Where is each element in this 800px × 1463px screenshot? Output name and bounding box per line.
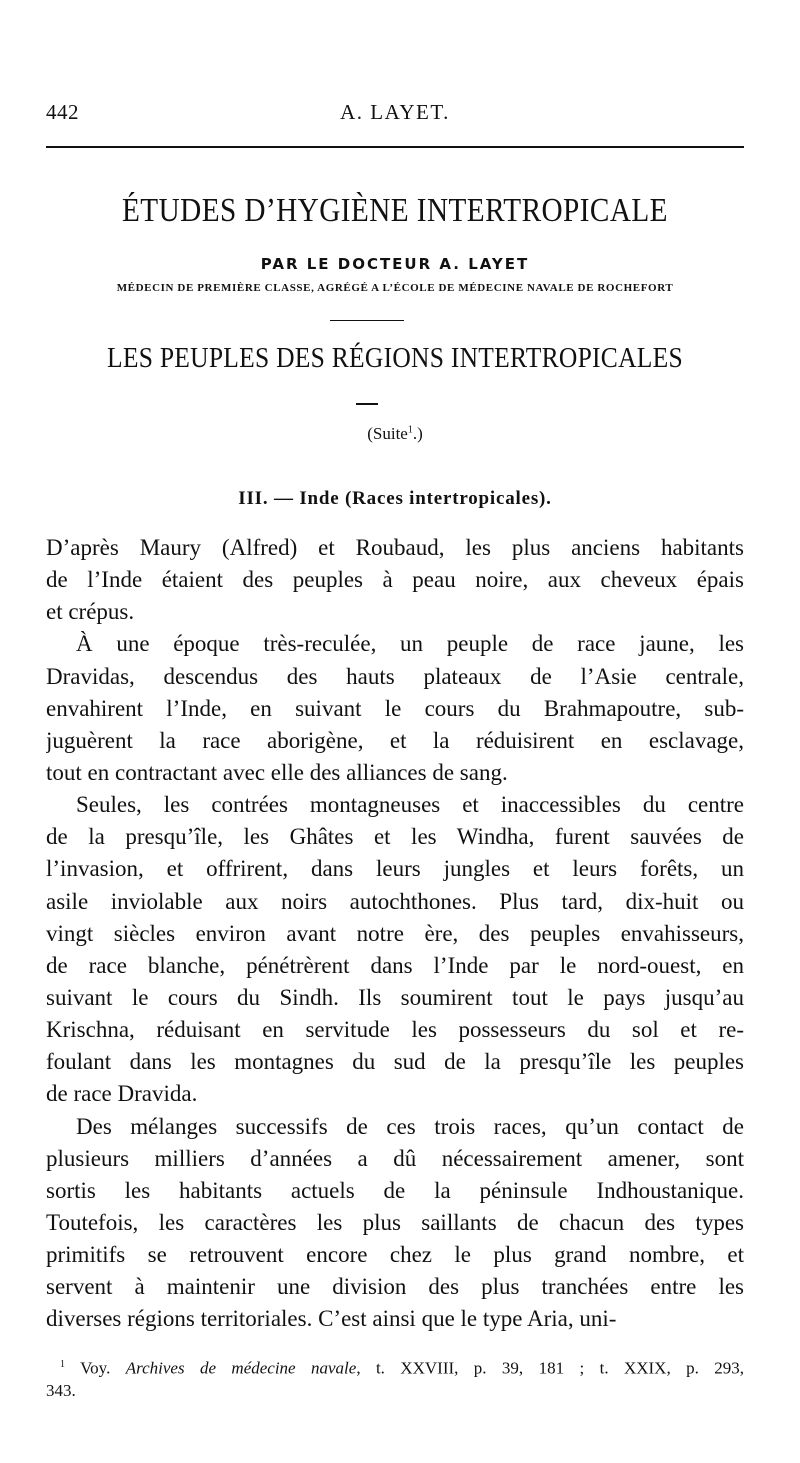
text-line: vingt siècles environ avant notre ère, des peuples envahisseurs, (46, 920, 744, 946)
text-line: suivant le cours du Sindh. Ils soumirent tout le pays jusqu’au (46, 984, 744, 1010)
section-title: LES PEUPLES DES RÉGIONS INTERTROPICALES (107, 342, 683, 374)
running-head: A. LAYET. (340, 100, 450, 124)
text-line: tout en contractant avec elle des alliances de sang. (46, 759, 508, 785)
text-line: plusieurs milliers d’années a dû nécessairement amener, sont (46, 1145, 744, 1171)
footnote-journal: Archives de médecine navale (125, 1358, 357, 1378)
text-line: Dravidas, descendus des hauts plateaux de l’Asie centrale, (46, 663, 744, 689)
text-line: de race blanche, pénétrèrent dans l’Inde par le nord-ouest, en (46, 952, 744, 978)
footnote-prefix: Voy. (80, 1358, 111, 1378)
header-rule (46, 146, 744, 148)
continuation-note (46, 424, 744, 444)
text-line: diverses régions territoriales. C’est ainsi que le type Aria, uni- (46, 1306, 617, 1332)
section-dash (356, 403, 378, 405)
page-header (46, 100, 744, 134)
page-number: 442 (46, 100, 79, 124)
text-line: juguèrent la race aborigène, et la réduisirent en esclavage, (46, 727, 744, 753)
text-line: l’invasion, et offrirent, dans leurs jungles et leurs forêts, un (46, 856, 744, 882)
text-line: envahirent l’Inde, en suivant le cours du Brahmapoutre, sub- (46, 695, 744, 721)
text-line: Seules, les contrées montagneuses et inaccessibles du centre (76, 792, 744, 818)
footnote-ref: 1 (407, 424, 413, 436)
suite-close: .) (412, 424, 423, 443)
document-page (46, 0, 744, 1463)
text-line: Des mélanges successifs de ces trois races, qu’un contact de (76, 1113, 744, 1139)
text-line: de la presqu’île, les Ghâtes et les Windha, furent sauvées de (46, 824, 744, 850)
footnote-details: , t. XXVIII, p. 39, 181 ; t. XXIX, p. 293, (356, 1358, 744, 1378)
body-text (46, 532, 744, 1336)
footnote-line-continued: 343. (46, 1380, 76, 1400)
author-affiliation: MÉDECIN DE PREMIÈRE CLASSE, AGRÉGÉ A L’ÉCOLE DE MÉDECINE NAVALE DE ROCHEFORT (116, 282, 674, 294)
text-line: primitifs se retrouvent encore chez le plus grand nombre, et (46, 1242, 744, 1268)
suite-label: (Suite (367, 424, 408, 443)
author-byline: PAR LE DOCTEUR A. LAYET (260, 255, 530, 273)
title-divider (330, 320, 404, 321)
text-line: de race Dravida. (46, 1081, 198, 1107)
footnote (46, 1354, 744, 1402)
text-line: sortis les habitants actuels de la péninsule Indhoustanique. (46, 1177, 744, 1203)
text-line: asile inviolable aux noirs autochthones. Plus tard, dix-huit ou (46, 888, 744, 914)
text-line: Toutefois, les caractères les plus saillants de chacun des types (46, 1209, 744, 1235)
footnote-marker: 1 (60, 1359, 65, 1370)
text-line: foulant dans les montagnes du sud de la presqu’île les peuples (46, 1049, 744, 1075)
text-line: et crépus. (46, 599, 135, 625)
text-line: servent à maintenir une division des plus tranchées entre les (46, 1274, 744, 1300)
text-line: de l’Inde étaient des peuples à peau noire, aux cheveux épais (46, 567, 744, 593)
footnote-line (46, 1354, 744, 1380)
text-line: À une époque très-reculée, un peuple de race jaune, les (76, 631, 744, 657)
text-line: Krischna, réduisant en servitude les possesseurs du sol et re- (46, 1017, 744, 1043)
subsection-heading: III. — Inde (Races intertropicales). (238, 488, 552, 509)
text-line: D’après Maury (Alfred) et Roubaud, les plus anciens habitants (46, 535, 744, 560)
article-title: ÉTUDES D’HYGIÈNE INTERTROPICALE (122, 192, 668, 229)
